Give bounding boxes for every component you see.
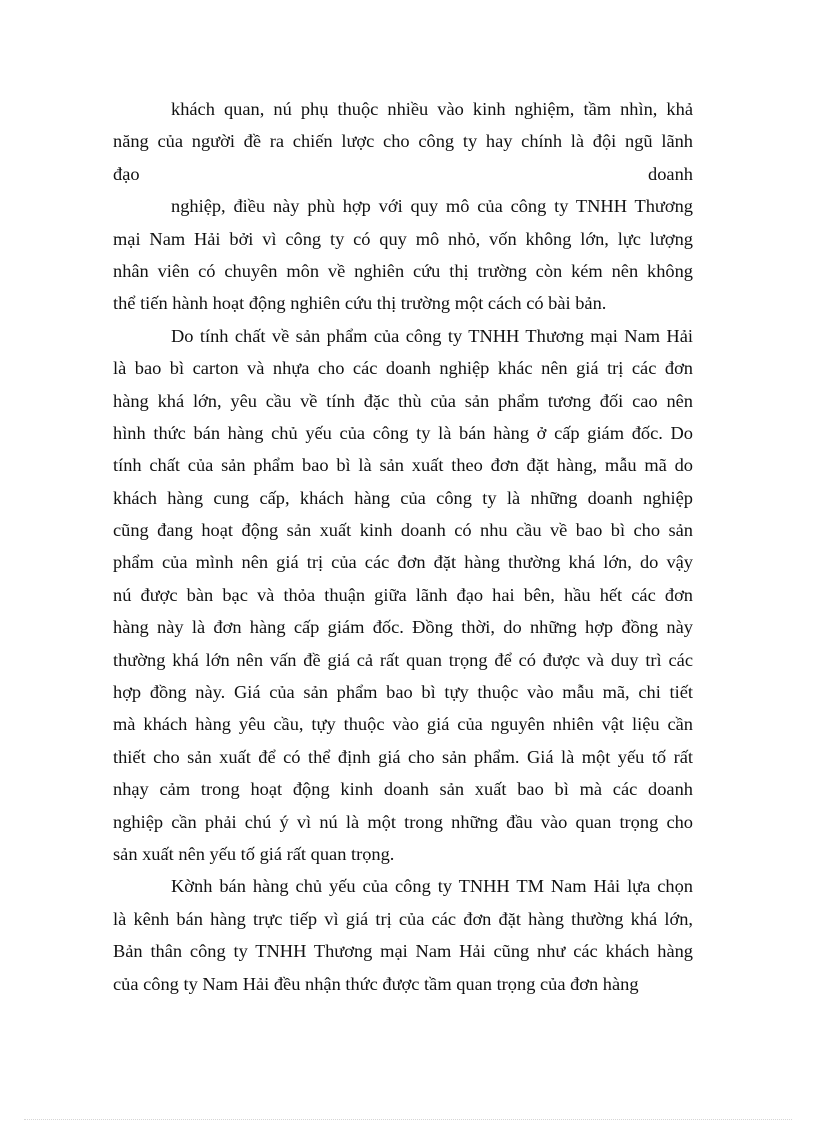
text-line: thể tiến hành hoạt động nghiên cứu thị trường một cách có bài bản. bbox=[113, 293, 607, 314]
text-line: khách quan, nú phụ thuộc nhiều vào kinh nghiệm, tầm nhìn, khả bbox=[171, 99, 693, 119]
text-line: nghiệp, điều này phù hợp với quy mô của công ty TNHH Thương bbox=[171, 196, 693, 217]
text-line: phẩm của mình nên giá trị của các đơn đặt hàng thường khá lớn, do vậy bbox=[113, 552, 693, 573]
text-line: mại Nam Hải bởi vì công ty có quy mô nhỏ, vốn không lớn, lực lượng bbox=[113, 228, 693, 249]
text-line: đạo doanh bbox=[113, 163, 693, 184]
text-line: thiết cho sản xuất để có thể định giá cho sản phẩm. Giá là một yếu tố rất bbox=[113, 746, 693, 767]
text-line: của công ty Nam Hải đều nhận thức được tầm quan trọng của đơn hàng bbox=[113, 973, 639, 994]
text-line: năng của người đề ra chiến lược cho công ty hay chính là đội ngũ lãnh bbox=[113, 131, 693, 152]
text-line: hình thức bán hàng chủ yếu của công ty là bán hàng ở cấp giám đốc. Do bbox=[113, 422, 693, 443]
text-line: hàng này là đơn hàng cấp giám đốc. Đồng thời, do những hợp đồng này bbox=[113, 617, 693, 638]
text-line: mà khách hàng yêu cầu, tựy thuộc vào giá của nguyên nhiên vật liệu cần bbox=[113, 714, 693, 735]
text-line: sản xuất nên yếu tố giá rất quan trọng. bbox=[113, 843, 395, 864]
text-line: là kênh bán hàng trực tiếp vì giá trị của các đơn đặt hàng thường khá lớn, bbox=[113, 908, 693, 929]
text-line: hợp đồng này. Giá của sản phẩm bao bì tựy thuộc vào mẫu mã, chi tiết bbox=[113, 682, 693, 703]
text-line: Kờnh bán hàng chủ yếu của công ty TNHH TM Nam Hải lựa chọn bbox=[171, 876, 693, 897]
text-line: Bản thân công ty TNHH Thương mại Nam Hải cũng như các khách hàng bbox=[113, 941, 693, 962]
text-line: tính chất của sản phẩm bao bì là sản xuất theo đơn đặt hàng, mẫu mã do bbox=[113, 455, 693, 476]
text-line: là bao bì carton và nhựa cho các doanh nghiệp khác nên giá trị các đơn bbox=[113, 358, 693, 379]
text-line: thường khá lớn nên vấn đề giá cả rất quan trọng để có được và duy trì các bbox=[113, 649, 693, 670]
text-line: cũng đang hoạt động sản xuất kinh doanh có nhu cầu về bao bì cho sản bbox=[113, 520, 693, 541]
text-line: nhân viên có chuyên môn về nghiên cứu thị trường còn kém nên không bbox=[113, 260, 693, 281]
text-line: khách hàng cung cấp, khách hàng của công ty là những doanh nghiệp bbox=[113, 487, 693, 508]
text-line: nghiệp cần phải chú ý vì nú là một trong những đầu vào quan trọng cho bbox=[113, 811, 693, 832]
text-line: hàng khá lớn, yêu cầu về tính đặc thù của sản phẩm tương đối cao nên bbox=[113, 390, 693, 411]
text-line: Do tính chất về sản phẩm của công ty TNHH Thương mại Nam Hải bbox=[171, 325, 693, 346]
text-line: nhạy cảm trong hoạt động kinh doanh sản xuất bao bì mà các doanh bbox=[113, 779, 693, 800]
text-line: nú được bàn bạc và thỏa thuận giữa lãnh đạo hai bên, hầu hết các đơn bbox=[113, 584, 693, 605]
body-text bbox=[113, 93, 693, 1000]
page-bottom-rule bbox=[24, 1119, 792, 1120]
